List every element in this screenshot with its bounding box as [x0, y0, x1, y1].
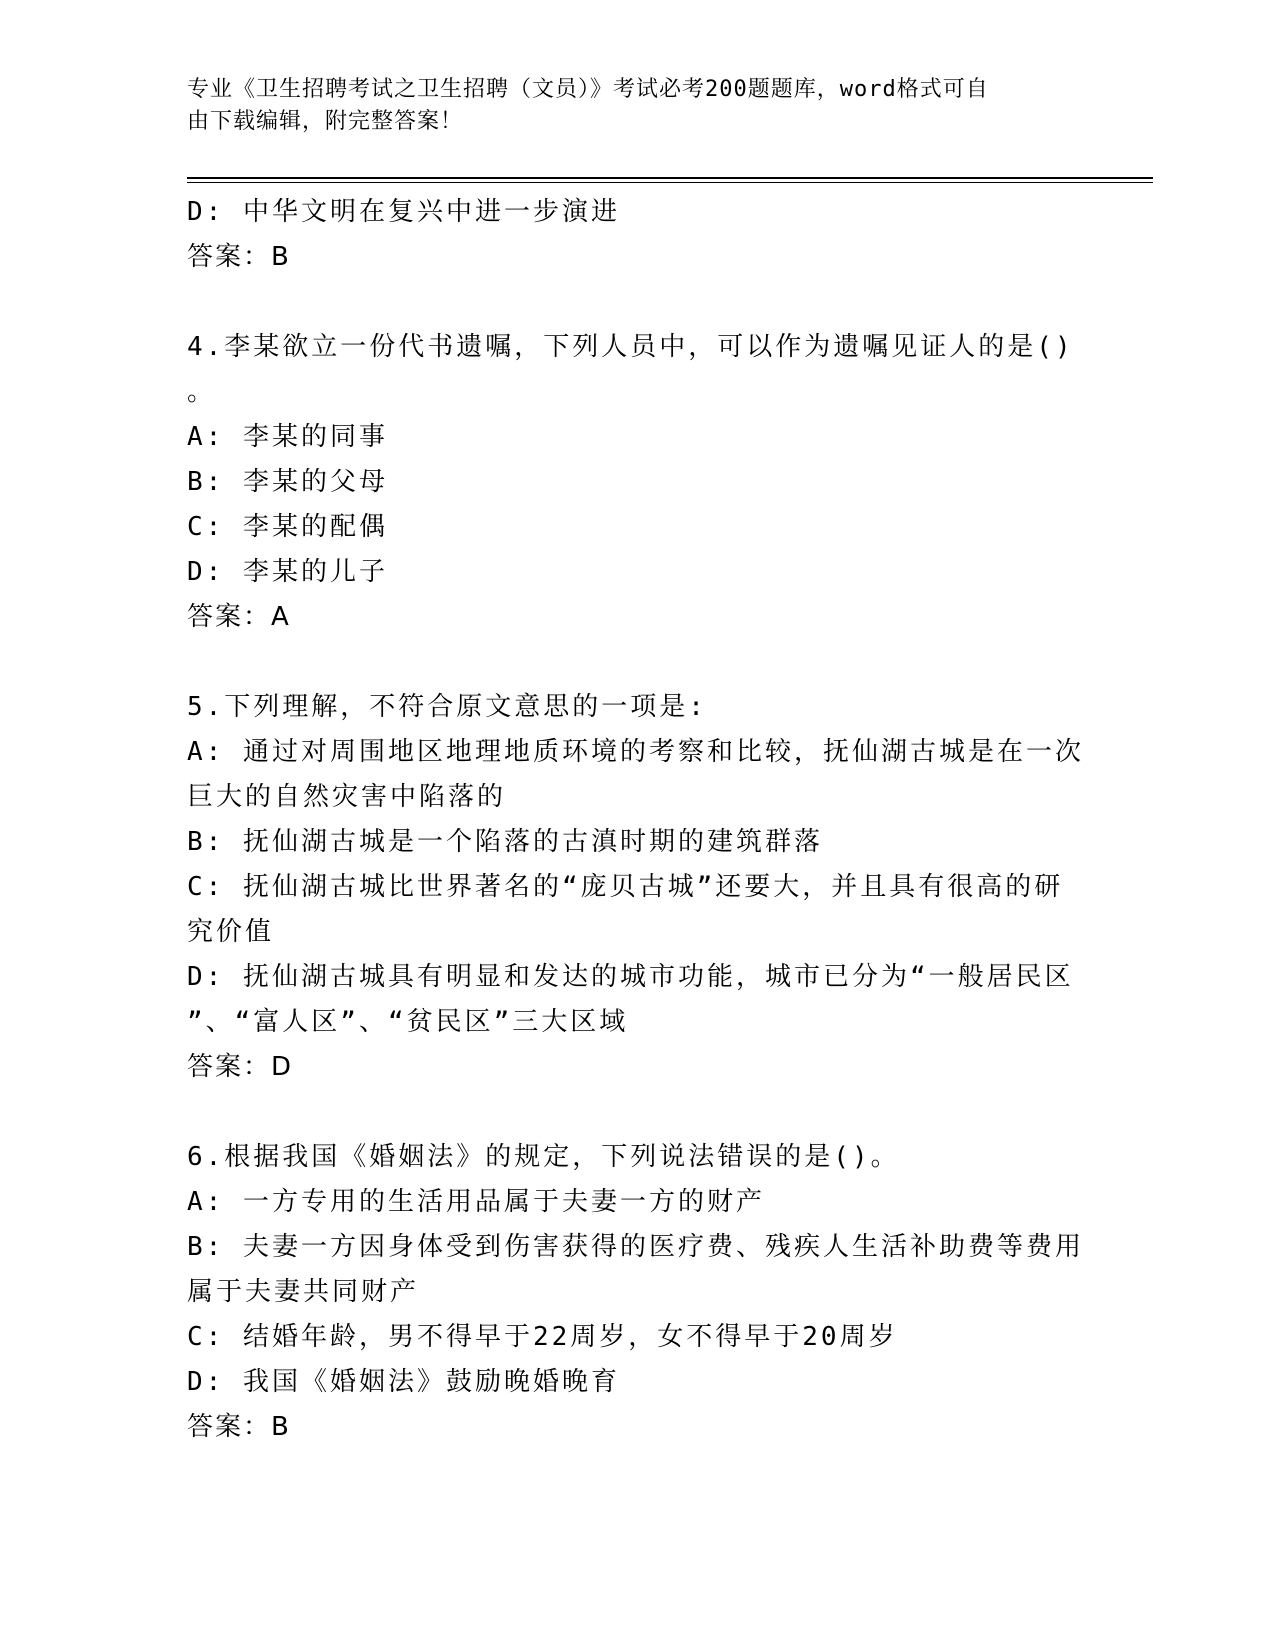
option-d: D: 抚仙湖古城具有明显和发达的城市功能，城市已分为“一般居民区: [187, 962, 1074, 992]
option-d: D: 我国《婚姻法》鼓励晚婚晚育: [187, 1367, 620, 1397]
question-4: [187, 325, 1087, 640]
option-d-continued: ”、“富人区”、“贫民区”三大区域: [187, 1007, 629, 1037]
option-a-continued: 巨大的自然灾害中陷落的: [187, 782, 507, 812]
option-a: A: 通过对周围地区地理地质环境的考察和比较，抚仙湖古城是在一次: [187, 737, 1084, 767]
option-b: B: 抚仙湖古城是一个陷落的古滇时期的建筑群落: [187, 827, 823, 857]
header-line-1: 专业《卫生招聘考试之卫生招聘（文员）》考试必考200题题库，word格式可自: [187, 77, 989, 102]
question-6: [187, 1135, 1087, 1450]
option-b: B: 夫妻一方因身体受到伤害获得的医疗费、残疾人生活补助费等费用: [187, 1232, 1084, 1262]
question-stem-continued: 。: [187, 377, 217, 407]
option-c: C: 李某的配偶: [187, 512, 388, 542]
option-c: C: 结婚年龄，男不得早于22周岁，女不得早于20周岁: [187, 1322, 898, 1352]
answer: 答案：B: [187, 242, 291, 272]
question-stem: 6.根据我国《婚姻法》的规定，下列说法错误的是()。: [187, 1142, 900, 1172]
previous-question-tail: [187, 190, 1087, 280]
spacer: [187, 1090, 1087, 1135]
header-line-2: 由下载编辑，附完整答案！: [187, 109, 464, 134]
option-c: C: 抚仙湖古城比世界著名的“庞贝古城”还要大，并且具有很高的研: [187, 872, 1064, 902]
question-content: [187, 190, 1087, 1450]
option-b-continued: 属于夫妻共同财产: [187, 1277, 420, 1307]
question-5: [187, 685, 1087, 1090]
header-divider-thin: [187, 182, 1153, 183]
option-a: A: 一方专用的生活用品属于夫妻一方的财产: [187, 1187, 765, 1217]
option-d: D: 李某的儿子: [187, 557, 388, 587]
spacer: [187, 280, 1087, 325]
answer: 答案：D: [187, 1052, 294, 1082]
header-divider-thick: [187, 177, 1153, 179]
question-stem: 5.下列理解，不符合原文意思的一项是:: [187, 692, 707, 722]
spacer: [187, 640, 1087, 685]
document-header: [187, 74, 1067, 138]
answer: 答案：A: [187, 602, 291, 632]
answer: 答案：B: [187, 1412, 291, 1442]
option-c-continued: 究价值: [187, 917, 275, 947]
option-d: D: 中华文明在复兴中进一步演进: [187, 197, 620, 227]
question-stem: 4.李某欲立一份代书遗嘱，下列人员中，可以作为遗嘱见证人的是(): [187, 332, 1074, 362]
option-a: A: 李某的同事: [187, 422, 388, 452]
option-b: B: 李某的父母: [187, 467, 388, 497]
